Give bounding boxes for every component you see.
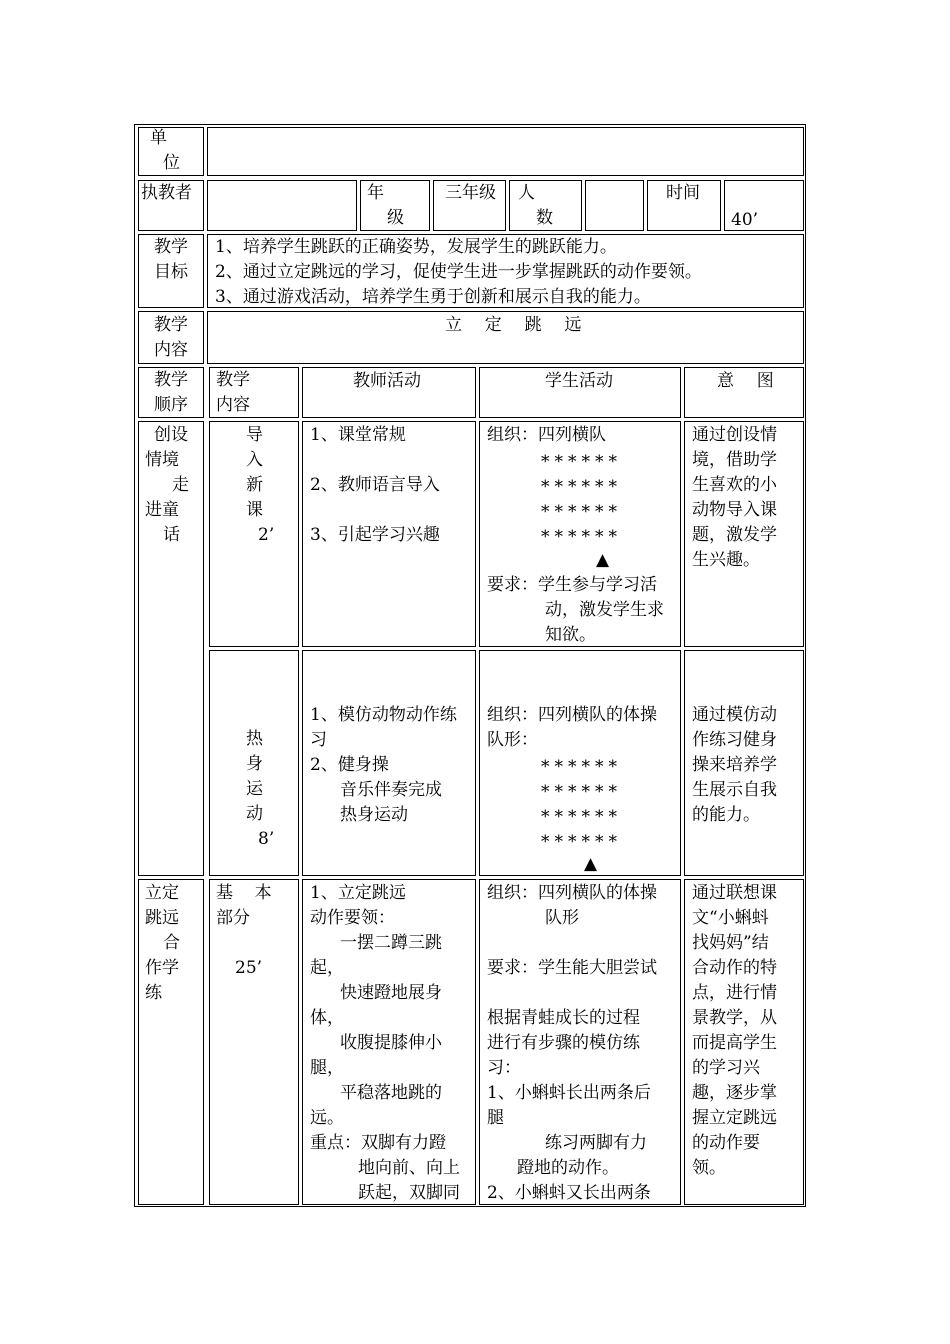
section2-student-line: 队形 bbox=[545, 908, 579, 928]
warmup-intent-line: 作练习健身 bbox=[692, 730, 777, 750]
section2-intent-line: 合动作的特 bbox=[692, 958, 777, 978]
section2-content-line: 基 本 bbox=[216, 883, 272, 903]
section2-student-line: 要求：学生能大胆尝试 bbox=[487, 958, 657, 978]
formation-stars-row: ****** bbox=[541, 502, 622, 522]
section2-order-line: 作学 bbox=[145, 958, 179, 978]
teacher-position-triangle-icon: ▲ bbox=[596, 550, 610, 570]
intro-student-req: 要求：学生参与学习活 bbox=[487, 575, 657, 595]
intro-student-req: 知欲。 bbox=[545, 625, 596, 645]
section1-order-line: 进童 bbox=[145, 500, 179, 520]
formation-stars-row: ****** bbox=[541, 757, 622, 777]
section2-teacher-line: 腿， bbox=[310, 1058, 344, 1078]
content-title: 立 定 跳 远 bbox=[445, 315, 586, 335]
section2-intent-line: 的动作要 bbox=[692, 1133, 760, 1153]
warmup-intent-line: 生展示自我 bbox=[692, 780, 777, 800]
intro-teacher-line: 2、教师语言导入 bbox=[310, 475, 440, 495]
section2-teacher-line: 动作要领： bbox=[310, 908, 395, 928]
intro-content-line: 入 bbox=[246, 450, 263, 470]
intro-intent-line: 生喜欢的小 bbox=[692, 475, 777, 495]
intro-content-line: 课 bbox=[246, 500, 263, 520]
section2-intent-line: 领。 bbox=[692, 1158, 726, 1178]
grade-value: 三年级 bbox=[445, 183, 496, 203]
intro-intent-line: 题，激发学 bbox=[692, 525, 777, 545]
section2-content-line: 部分 bbox=[216, 908, 250, 928]
warmup-teacher-line: 2、健身操 bbox=[310, 755, 389, 775]
warmup-teacher-line: 习 bbox=[310, 730, 327, 750]
section1-order-line: 走 bbox=[172, 475, 189, 495]
intro-content-time: 2’ bbox=[258, 525, 275, 545]
section2-intent-line: 通过联想课 bbox=[692, 883, 777, 903]
col-teacher-header-text: 教师活动 bbox=[353, 371, 421, 391]
intro-teacher-line: 1、课堂常规 bbox=[310, 425, 406, 445]
warmup-intent-line: 通过模仿动 bbox=[692, 705, 777, 725]
formation-stars-row: ****** bbox=[541, 477, 622, 497]
count-label-1: 人 bbox=[518, 183, 535, 203]
intro-teacher-line: 3、引起学习兴趣 bbox=[310, 525, 440, 545]
section2-student-line: 2、小蝌蚪又长出两条 bbox=[487, 1183, 651, 1203]
section2-student-line: 进行有步骤的模仿练 bbox=[487, 1033, 640, 1053]
section2-student-line: 1、小蝌蚪长出两条后 bbox=[487, 1083, 651, 1103]
warmup-content-line: 运 bbox=[246, 779, 263, 799]
section1-order-line: 话 bbox=[163, 525, 180, 545]
count-value-cell bbox=[585, 180, 644, 231]
section2-student-line: 组织：四列横队的体操 bbox=[487, 883, 657, 903]
col-content-header-1: 教学 bbox=[216, 370, 250, 390]
section2-teacher-line: 远。 bbox=[310, 1108, 344, 1128]
section1-order-cell bbox=[138, 421, 204, 876]
section2-teacher-line: 地向前、向上 bbox=[358, 1158, 460, 1178]
section2-student-line: 腿 bbox=[487, 1108, 504, 1128]
intro-student-req: 动，激发学生求 bbox=[545, 600, 664, 620]
section2-intent-line: 趣，逐步掌 bbox=[692, 1083, 777, 1103]
warmup-student-org: 组织：四列横队的体操 bbox=[487, 705, 657, 725]
formation-stars-row: ****** bbox=[541, 807, 622, 827]
goals-label-1: 教学 bbox=[154, 237, 188, 257]
section2-teacher-line: 起， bbox=[310, 958, 344, 978]
section2-teacher-line: 收腹提膝伸小 bbox=[340, 1033, 442, 1053]
section2-intent-line: 景教学，从 bbox=[692, 1008, 777, 1028]
time-label: 时间 bbox=[666, 183, 700, 203]
intro-intent-line: 境，借助学 bbox=[692, 450, 777, 470]
unit-label-2: 位 bbox=[163, 153, 180, 173]
intro-intent-line: 生兴趣。 bbox=[692, 550, 760, 570]
col-order-header-2: 顺序 bbox=[154, 395, 188, 415]
col-order-header-1: 教学 bbox=[154, 370, 188, 390]
intro-intent-line: 动物导入课 bbox=[692, 500, 777, 520]
section2-teacher-line: 跃起，双脚同 bbox=[358, 1183, 460, 1203]
warmup-intent-line: 的能力。 bbox=[692, 805, 760, 825]
section2-intent-line: 而提高学生 bbox=[692, 1033, 777, 1053]
col-content-header-2: 内容 bbox=[216, 395, 250, 415]
content-label-1: 教学 bbox=[154, 315, 188, 335]
teacher-label: 执教者 bbox=[141, 183, 192, 203]
section2-intent-line: 握立定跳远 bbox=[692, 1108, 777, 1128]
content-label-2: 内容 bbox=[154, 340, 188, 360]
unit-value-cell bbox=[207, 127, 804, 176]
warmup-content-line: 动 bbox=[246, 804, 263, 824]
warmup-teacher-line: 1、模仿动物动作练 bbox=[310, 705, 457, 725]
unit-label-1: 单 bbox=[150, 128, 167, 148]
warmup-content-line: 身 bbox=[246, 754, 263, 774]
teacher-position-triangle-icon: ▲ bbox=[584, 854, 598, 874]
section1-order-line: 创设 bbox=[154, 425, 188, 445]
section2-student-line: 练习两脚有力 bbox=[545, 1133, 647, 1153]
warmup-intent-line: 操来培养学 bbox=[692, 755, 777, 775]
section2-teacher-line: 1、立定跳远 bbox=[310, 883, 406, 903]
section2-order-line: 练 bbox=[145, 983, 162, 1003]
intro-intent-line: 通过创设情 bbox=[692, 425, 777, 445]
section2-teacher-line: 体， bbox=[310, 1008, 344, 1028]
goal-item: 1、培养学生跳跃的正确姿势，发展学生的跳跃能力。 bbox=[215, 237, 617, 257]
warmup-content-line: 热 bbox=[246, 729, 263, 749]
intro-content-line: 新 bbox=[246, 475, 263, 495]
grade-label-1: 年 bbox=[367, 183, 384, 203]
warmup-teacher-line: 热身运动 bbox=[340, 805, 408, 825]
section2-intent-line: 的学习兴 bbox=[692, 1058, 760, 1078]
goals-label-2: 目标 bbox=[154, 262, 188, 282]
intro-content-line: 导 bbox=[246, 425, 263, 445]
warmup-student-org: 队形： bbox=[487, 730, 538, 750]
section2-intent-line: 找妈妈”结 bbox=[692, 933, 769, 953]
section2-teacher-line: 一摆二蹲三跳 bbox=[340, 933, 442, 953]
goal-item: 2、通过立定跳远的学习，促使学生进一步掌握跳跃的动作要领。 bbox=[215, 262, 702, 282]
formation-stars-row: ****** bbox=[541, 782, 622, 802]
count-label-2: 数 bbox=[536, 208, 553, 228]
formation-stars-row: ****** bbox=[541, 832, 622, 852]
teacher-value-cell bbox=[207, 180, 357, 231]
section2-intent-line: 文“小蝌蚪 bbox=[692, 908, 769, 928]
intro-student-org: 组织：四列横队 bbox=[487, 425, 606, 445]
grade-label-2: 级 bbox=[387, 208, 404, 228]
goal-item: 3、通过游戏活动，培养学生勇于创新和展示自我的能力。 bbox=[215, 287, 651, 307]
section2-order-line: 跳远 bbox=[145, 908, 179, 928]
section2-student-line: 蹬地的动作。 bbox=[517, 1158, 619, 1178]
formation-stars-row: ****** bbox=[541, 452, 622, 472]
warmup-teacher-line: 音乐伴奏完成 bbox=[340, 780, 442, 800]
formation-stars-row: ****** bbox=[541, 527, 622, 547]
section1-order-line: 情境 bbox=[145, 450, 179, 470]
section2-teacher-line: 重点：双脚有力蹬 bbox=[310, 1133, 446, 1153]
section2-teacher-line: 平稳落地跳的 bbox=[340, 1083, 442, 1103]
section2-student-line: 习： bbox=[487, 1058, 521, 1078]
section2-intent-line: 点，进行情 bbox=[692, 983, 777, 1003]
section2-order-line: 立定 bbox=[145, 883, 179, 903]
section2-content-time: 25’ bbox=[235, 958, 263, 978]
col-intent-header-text: 意 图 bbox=[717, 371, 778, 391]
col-student-header-text: 学生活动 bbox=[545, 371, 613, 391]
section2-student-line: 根据青蛙成长的过程 bbox=[487, 1008, 640, 1028]
section2-teacher-line: 快速蹬地展身 bbox=[340, 983, 442, 1003]
warmup-content-time: 8’ bbox=[258, 829, 275, 849]
time-value: 40’ bbox=[731, 210, 759, 230]
section2-order-line: 合 bbox=[163, 933, 180, 953]
